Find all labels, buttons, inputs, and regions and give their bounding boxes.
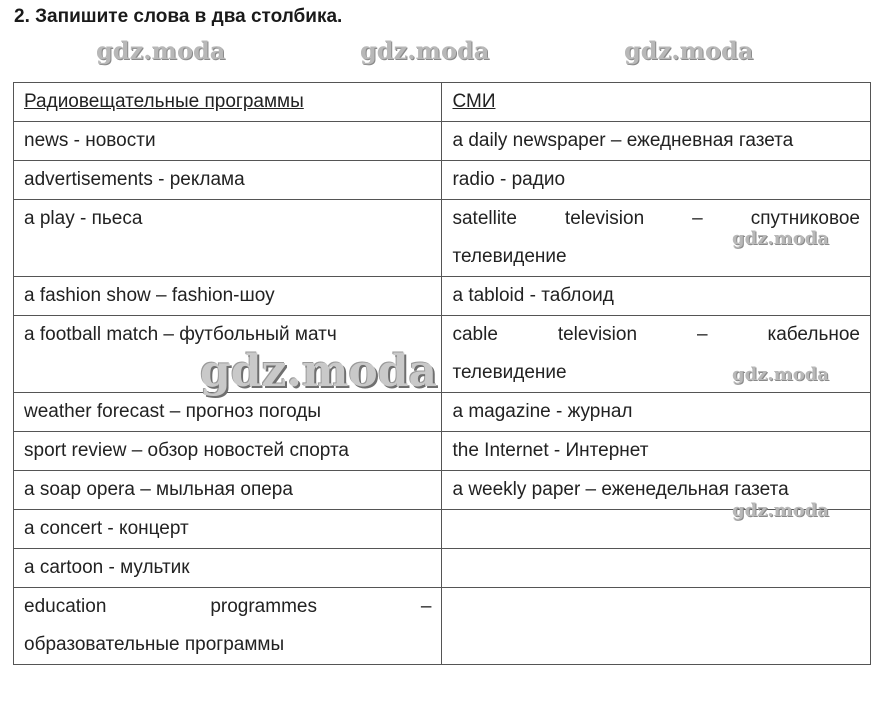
watermark-logo: gdz.moda <box>732 228 829 249</box>
table-row <box>14 588 871 665</box>
cell-line: education programmes – <box>24 596 432 617</box>
table-cell: a football match – футбольный матч <box>14 316 442 393</box>
watermark-logo: gdz.moda <box>732 500 829 521</box>
table-cell: advertisements - реклама <box>14 161 442 200</box>
table-cell: the Internet - Интернет <box>442 432 871 471</box>
table-row <box>14 122 871 161</box>
table-cell: news - новости <box>14 122 442 161</box>
table-cell: a daily newspaper – ежедневная газета <box>442 122 871 161</box>
watermark-logo: gdz.moda <box>732 364 829 385</box>
watermark-logo: gdz.moda <box>360 36 490 65</box>
watermark-logo: gdz.moda <box>624 36 754 65</box>
table-cell: weather forecast – прогноз погоды <box>14 393 442 432</box>
header-radio-programmes: Радиовещательные программы <box>14 83 442 122</box>
table-cell <box>442 588 871 665</box>
cell-line: satellite television – спутниковое <box>452 208 860 229</box>
table-row <box>14 277 871 316</box>
cell-line: телевидение <box>452 362 567 383</box>
table-cell: radio - радио <box>442 161 871 200</box>
table-cell <box>442 549 871 588</box>
table-cell: a play - пьеса <box>14 200 442 277</box>
table-cell <box>14 588 442 665</box>
task-title: 2. Запишите слова в два столбика. <box>14 6 343 27</box>
table-cell: a weekly paper – еженедельная газета <box>442 471 871 510</box>
watermark-logo: gdz.moda <box>96 36 226 65</box>
cell-line: cable television – кабельное <box>452 324 860 345</box>
table-cell: a concert - концерт <box>14 510 442 549</box>
table-cell: a fashion show – fashion-шоу <box>14 277 442 316</box>
table-cell: sport review – обзор новостей спорта <box>14 432 442 471</box>
cell-line: образовательные программы <box>24 634 285 655</box>
watermark-logo: gdz.moda <box>200 346 438 397</box>
table-row <box>14 549 871 588</box>
header-mass-media: СМИ <box>442 83 871 122</box>
table-row <box>14 432 871 471</box>
table-header-row <box>14 83 871 122</box>
table-cell: a tabloid - таблоид <box>442 277 871 316</box>
table-cell: a magazine - журнал <box>442 393 871 432</box>
cell-line: телевидение <box>452 246 567 267</box>
table-row <box>14 161 871 200</box>
table-row <box>14 393 871 432</box>
table-cell: a soap opera – мыльная опера <box>14 471 442 510</box>
table-cell: a cartoon - мультик <box>14 549 442 588</box>
